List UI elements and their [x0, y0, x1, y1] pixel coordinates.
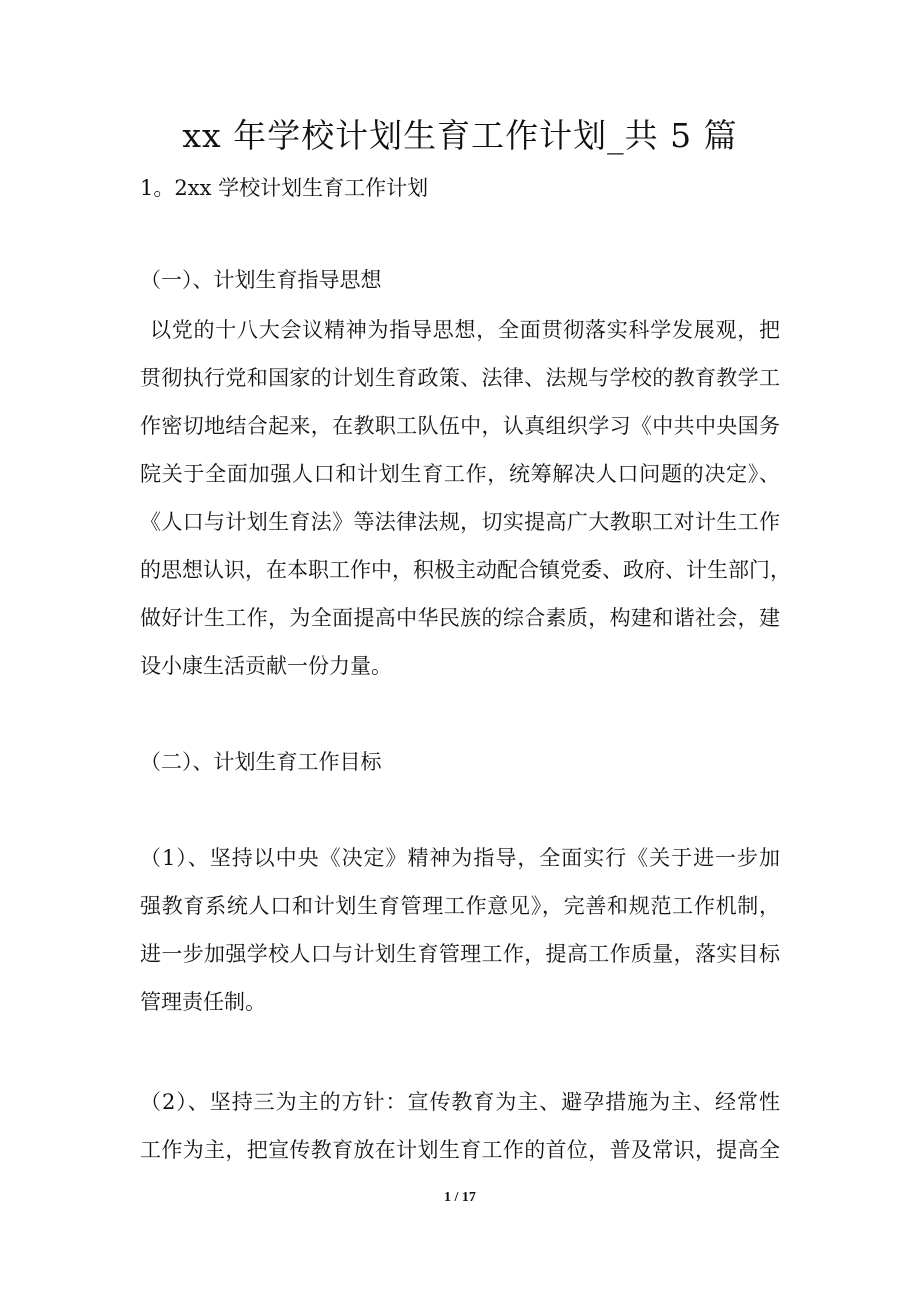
paragraph-line: 设小康生活贡献一份力量。 — [140, 654, 392, 678]
paragraph-line: 进一步加强学校人口与计划生育管理工作，提高工作质量，落实目标 — [140, 942, 780, 966]
paragraph-line: 院关于全面加强人口和计划生育工作，统筹解决人口问题的决定》、 — [140, 462, 780, 486]
paragraph-goal-item-2 — [140, 1078, 780, 1174]
document-title: xx 年学校计划生育工作计划_共 5 篇 — [182, 116, 738, 155]
paragraph-line: （2）、坚持三为主的方针：宣传教育为主、避孕措施为主、经常性 — [140, 1090, 780, 1114]
paragraph-line: 强教育系统人口和计划生育管理工作意见》，完善和规范工作机制， — [140, 894, 780, 918]
section-heading-work-goals: （二）、计划生育工作目标 — [140, 750, 382, 774]
paragraph-line: 管理责任制。 — [140, 990, 266, 1014]
paragraph-line: 《人口与计划生育法》等法律法规，切实提高广大教职工对计生工作 — [140, 510, 780, 534]
paragraph-line: 作密切地结合起来，在教职工队伍中，认真组织学习《中共中央国务 — [140, 414, 780, 438]
paragraph-goal-item-1 — [140, 834, 780, 1026]
paragraph-line: 贯彻执行党和国家的计划生育政策、法律、法规与学校的教育教学工 — [140, 366, 780, 390]
paragraph-line: （1）、坚持以中央《决定》精神为指导，全面实行《关于进一步加 — [140, 846, 780, 870]
paragraph-line: 以党的十八大会议精神为指导思想，全面贯彻落实科学发展观，把 — [150, 318, 780, 342]
paragraph-line: 做好计生工作，为全面提高中华民族的综合素质，构建和谐社会，建 — [140, 606, 780, 630]
paragraph-line: 工作为主，把宣传教育放在计划生育工作的首位，普及常识，提高全 — [140, 1138, 780, 1162]
document-subtitle: 1。2xx 学校计划生育工作计划 — [140, 176, 429, 200]
paragraph-guiding-ideology — [140, 306, 791, 690]
page-number-indicator: 1 / 17 — [444, 1190, 476, 1205]
paragraph-line: 的思想认识，在本职工作中，积极主动配合镇党委、政府、计生部门， — [140, 558, 791, 582]
section-heading-guiding-ideology: （一）、计划生育指导思想 — [140, 268, 382, 292]
